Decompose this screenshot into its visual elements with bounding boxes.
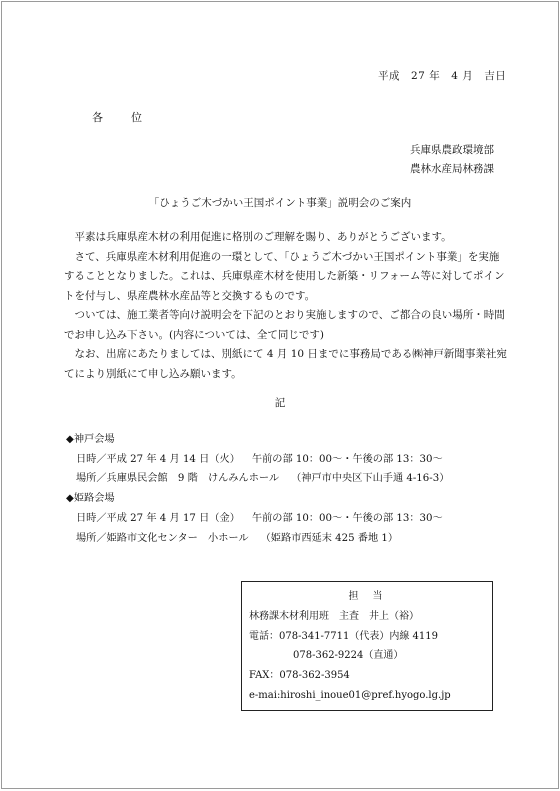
- body-paragraph: ついては、施工業者等向け説明会を下記のとおり実施しますので、ご都合の良い場所・時間でお申し込み下さい。(内容については、全て同じです): [64, 309, 505, 341]
- venue-himeji-date: 日時／平成 27 年 4 月 17 日（金）: [76, 512, 240, 524]
- venue-list: [66, 430, 449, 548]
- body-paragraph: 平素は兵庫県産木材の利用促進に格別のご理解を賜り、ありがとうございます。: [74, 231, 452, 243]
- contact-box: [241, 581, 493, 711]
- venue-kobe-place: [66, 469, 449, 489]
- contact-phone: 電話：078-341-7711（代表）内線 4119: [249, 630, 439, 642]
- contact-fax: FAX：078-362-3954: [249, 670, 350, 682]
- venue-kobe-name: ◆神戸会場: [66, 434, 115, 445]
- venue-kobe-date: 日時／平成 27 年 4 月 14 日（火）: [76, 453, 240, 465]
- venue-kobe-sessions: 午前の部 10：00～・午後の部 13：30～: [251, 453, 443, 465]
- contact-title: 担当: [348, 591, 397, 602]
- venue-kobe-hall: 場所／兵庫県民会館 9 階 けんみんホール: [76, 473, 280, 485]
- venue-himeji-datetime: [66, 509, 449, 529]
- body-paragraph: さて、兵庫県産木材利用促進の一環として、「ひょうご木づかい王国ポイント事業」を実施することとなりました。これは、兵庫県産木材を使用した新築・リフォーム等に対してポイントを付与し、県産農林水産品等と交換するものです。: [64, 250, 505, 302]
- sender-section: 農林水産局林務課: [410, 163, 494, 175]
- issue-date: 平成 27 年 4 月 吉日: [378, 70, 507, 82]
- venue-himeji-place: [66, 529, 449, 549]
- venue-himeji-address: （姫路市西延末 425 番地 1）: [260, 532, 399, 544]
- venue-himeji-name: ◆姫路会場: [66, 493, 115, 505]
- ki-heading: 記: [274, 397, 286, 409]
- venue-kobe-datetime: [66, 450, 449, 470]
- body-text: [64, 228, 508, 384]
- body-paragraph: なお、出席にあたりましては、別紙にて 4 月 10 日までに事務局である㈱神戸新聞事業社宛てにより別紙にて申し込み願います。: [64, 348, 507, 380]
- contact-person: 林務課木材利用班 主査 井上（裕）: [249, 610, 419, 622]
- venue-kobe-address: （神戸市中央区下山手通 4-16-3）: [291, 473, 450, 485]
- contact-email: e-mai:hiroshi_inoue01@pref.hyogo.lg.jp: [249, 689, 451, 701]
- document-title: 「ひょうご木づかい王国ポイント事業」説明会のご案内: [148, 197, 412, 209]
- contact-phone-direct: 078-362-9224（直通）: [293, 650, 404, 662]
- document-page: [1, 1, 559, 789]
- addressee: 各位: [92, 111, 170, 124]
- venue-himeji-sessions: 午前の部 10：00～・午後の部 13：30～: [251, 512, 443, 524]
- venue-himeji-hall: 場所／姫路市文化センター 小ホール: [76, 532, 249, 544]
- sender-department: 兵庫県農政環境部: [410, 144, 494, 156]
